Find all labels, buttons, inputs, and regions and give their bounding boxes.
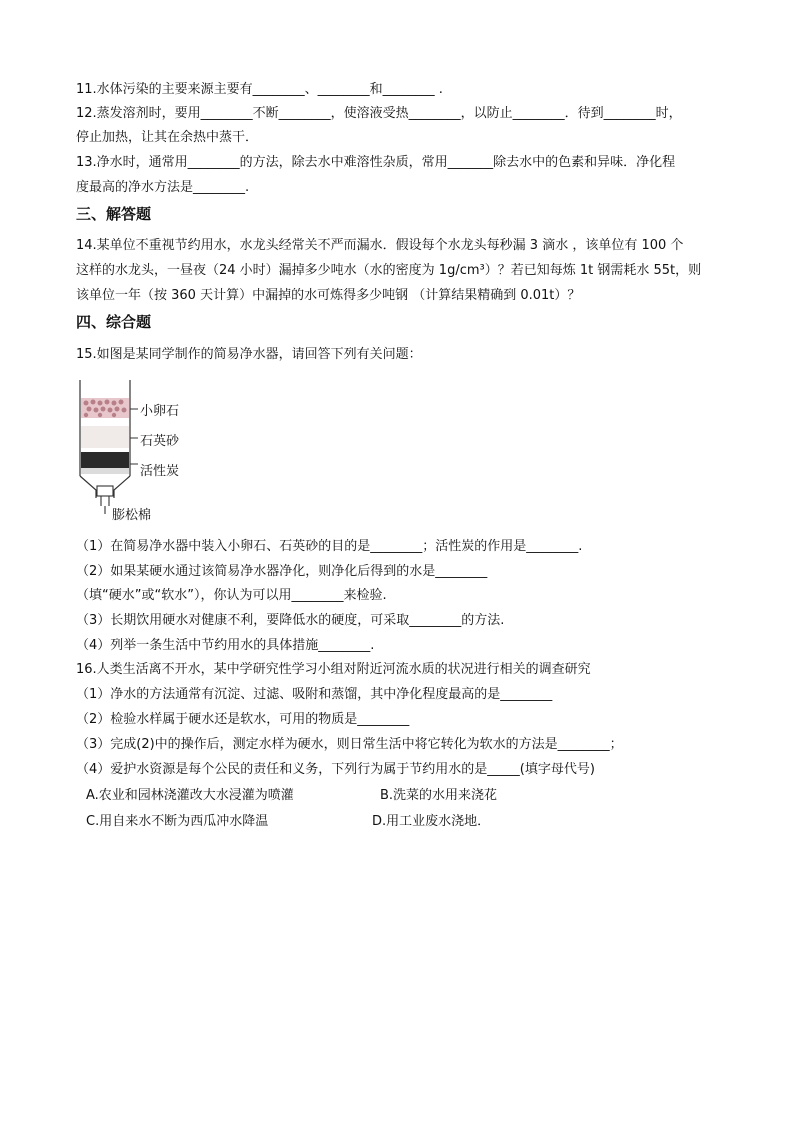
question-15-part-2-a: （2）如果某硬水通过该简易净水器净化，则净化后得到的水是________: [76, 564, 488, 579]
label-pebble: 小卵石: [140, 404, 180, 419]
label-cotton: 膨松棉: [112, 508, 152, 523]
question-15-part-2-b: （填“硬水”或“软水”），你认为可以用________来检验.: [76, 588, 387, 603]
question-14-line-3: 该单位一年（按 360 天计算）中漏掉的水可炼得多少吨钢 （计算结果精确到 0.01t）？: [76, 288, 581, 303]
activated-carbon-layer: [81, 452, 129, 468]
question-16-part-4: （4）爱护水资源是每个公民的责任和义务，下列行为属于节约用水的是_____(填字母代号): [76, 762, 595, 777]
question-14-line-2: 这样的水龙头，一昼夜（24 小时）漏掉多少吨水（水的密度为 1g/cm³）？若已知每炼 1t 钢需耗水 55t，则: [76, 263, 702, 278]
question-13-line-1: 13.净水时，通常用________的方法，除去水中难溶性杂质，常用_______除去水中的色素和异味．净化程: [76, 155, 676, 170]
section-heading-3: 三、解答题: [76, 205, 152, 223]
question-13-line-2: 度最高的净水方法是________.: [76, 180, 250, 195]
question-11: 11.水体污染的主要来源主要有________、________和________ .: [76, 82, 443, 97]
question-16-option-a: A.农业和园林浇灌改大水浸灌为喷灌: [86, 788, 294, 803]
quartz-sand-layer: [81, 426, 129, 448]
question-16-part-1: （1）净水的方法通常有沉淀、过滤、吸附和蒸馏，其中净化程度最高的是________: [76, 687, 553, 702]
question-12-line-1: 12.蒸发溶剂时，要用________不断________，使溶液受热________，以防止________．待到________时，: [76, 106, 682, 121]
question-15-part-3: （3）长期饮用硬水对健康不利，要降低水的硬度，可采取________的方法.: [76, 613, 505, 628]
section-heading-4: 四、综合题: [76, 313, 152, 331]
question-14-line-1: 14.某单位不重视节约用水，水龙头经常关不严而漏水．假设每个水龙头每秒漏 3 滴水 ，该单位有 100 个: [76, 238, 684, 253]
question-16-part-3: （3）完成(2)中的操作后，测定水样为硬水，则日常生活中将它转化为软水的方法是________；: [76, 737, 623, 752]
water-purifier-figure: [70, 372, 210, 522]
question-15-part-1: （1）在简易净水器中装入小卵石、石英砂的目的是________；活性炭的作用是________.: [76, 539, 583, 554]
question-12-line-2: 停止加热，让其在余热中蒸干．: [76, 130, 259, 145]
label-quartz-sand: 石英砂: [140, 434, 180, 449]
question-16-option-c: C.用自来水不断为西瓜冲水降温: [86, 814, 269, 829]
question-16-option-b: B.洗菜的水用来浇花: [380, 788, 498, 803]
label-activated-carbon: 活性炭: [140, 464, 180, 479]
question-16-part-2: （2）检验水样属于硬水还是软水，可用的物质是________: [76, 712, 410, 727]
question-15-part-4: （4）列举一条生活中节约用水的具体措施________.: [76, 638, 375, 653]
question-15-stem: 15.如图是某同学制作的简易净水器，请回答下列有关问题：: [76, 347, 422, 362]
question-16-stem: 16.人类生活离不开水，某中学研究性学习小组对附近河流水质的状况进行相关的调查研究: [76, 662, 591, 677]
question-16-option-d: D.用工业废水浇地．: [372, 814, 491, 829]
cotton-layer: [81, 468, 129, 474]
